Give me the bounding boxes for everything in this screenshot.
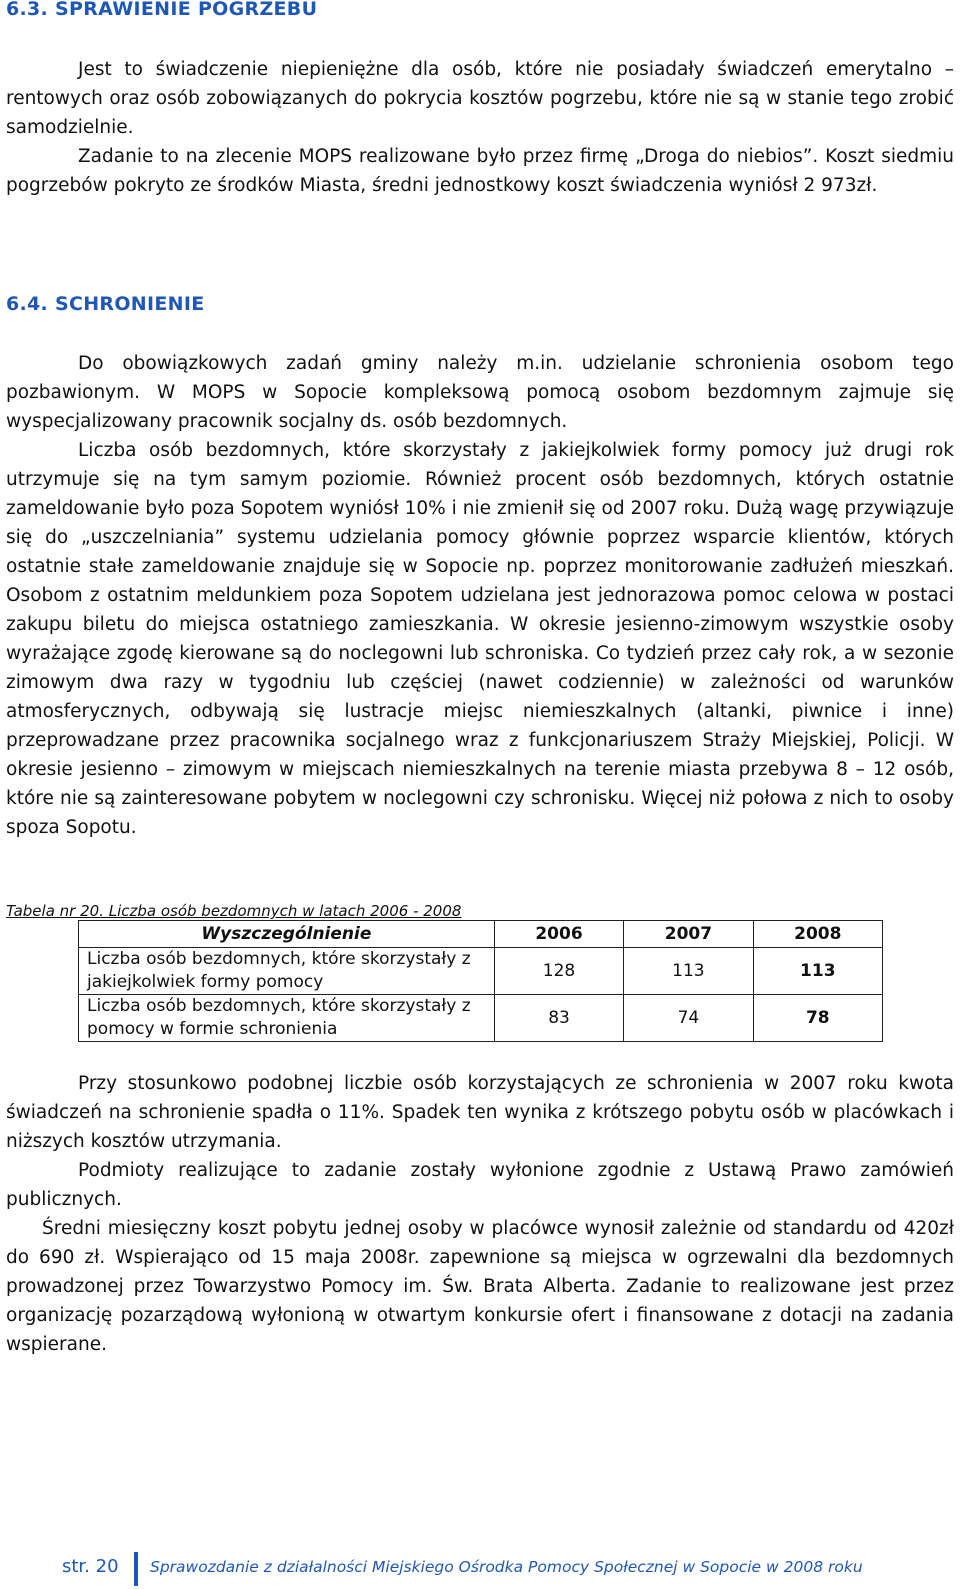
table-cell: 78 (753, 995, 882, 1042)
table-row (79, 948, 883, 995)
table-row-label: Liczba osób bezdomnych, które skorzystały z pomocy w formie schronienia (79, 995, 495, 1042)
paragraph-procurement: Podmioty realizujące to zadanie zostały wyłonione zgodnie z Ustawą Prawo zamówień publicznych. (6, 1160, 954, 1210)
table-cell: 113 (753, 948, 882, 995)
paragraph-monthly-cost: Średni miesięczny koszt pobytu jednej osoby w placówce wynosił zależnie od standardu od 420zł do 690 zł. Wspierająco od 15 maja 2008r. zapewnione są miejsca w ogrzewalni dla bezdomnych prowadzonej przez Towarzystwo Pomocy im. Św. Brata Alberta. Zadanie to realizowane jest przez organizację pozarządową wyłonioną w otwartym konkursie ofert i finansowane z dotacji na zadania wspierane. (6, 1218, 954, 1355)
table-cell: 74 (624, 995, 753, 1042)
footer-divider (134, 1552, 138, 1586)
table-header-2006: 2006 (494, 921, 623, 948)
paragraph-funeral-definition: Jest to świadczenie niepieniężne dla osób, które nie posiadały świadczeń emerytalno – rentowych oraz osób zobowiązanych do pokrycia kosztów pogrzebu, które nie są w stanie tego zrobić samodzielnie. (6, 59, 954, 138)
section-heading-funeral: 6.3. SPRAWIENIE POGRZEBU (6, 0, 318, 20)
table-header-item: Wyszczególnienie (79, 921, 495, 948)
section-heading-shelter: 6.4. SCHRONIENIE (6, 293, 205, 315)
table-caption: Tabela nr 20. Liczba osób bezdomnych w latach 2006 - 2008 (6, 902, 462, 920)
table-row-label: Liczba osób bezdomnych, które skorzystały z jakiejkolwiek formy pomocy (79, 948, 495, 995)
page-footer (0, 1552, 960, 1586)
page-number: str. 20 (62, 1556, 119, 1577)
paragraph-funeral-provider: Zadanie to na zlecenie MOPS realizowane było przez firmę „Droga do niebios”. Koszt siedmiu pogrzebów pokryto ze środków Miasta, średni jednostkowy koszt świadczenia wyniósł 2 973zł. (6, 146, 954, 196)
table-row (79, 995, 883, 1042)
table-header-2008: 2008 (753, 921, 882, 948)
table-cell: 113 (624, 948, 753, 995)
table-header-2007: 2007 (624, 921, 753, 948)
table-cell: 83 (494, 995, 623, 1042)
paragraph-shelter-duty: Do obowiązkowych zadań gminy należy m.in. udzielanie schronienia osobom tego pozbawionym. W MOPS w Sopocie kompleksową pomocą osobom bezdomnym zajmuje się wyspecjalizowany pracownik socjalny ds. osób bezdomnych. (6, 353, 954, 432)
footer-title: Sprawozdanie z działalności Miejskiego Ośrodka Pomocy Społecznej w Sopocie w 2008 roku (150, 1558, 863, 1576)
homeless-table (78, 920, 883, 1042)
table-cell: 128 (494, 948, 623, 995)
paragraph-shelter-costs: Przy stosunkowo podobnej liczbie osób korzystających ze schronienia w 2007 roku kwota świadczeń na schronienie spadła o 11%. Spadek ten wynika z krótszego pobytu osób w placówkach i niższych kosztów utrzymania. (6, 1073, 954, 1152)
paragraph-shelter-details: Liczba osób bezdomnych, które skorzystały z jakiejkolwiek formy pomocy już drugi rok utrzymuje się na tym samym poziomie. Również procent osób bezdomnych, których ostatnie zameldowanie było poza Sopotem wyniósł 10% i nie zmienił się od 2007 roku. Dużą wagę przywiązuje się do „uszczelniania” systemu udzielania pomocy głównie poprzez wsparcie klientów, których ostatnie stałe zameldowanie znajduje się w Sopocie np. poprzez monitorowanie zadłużeń mieszkań. Osobom z ostatnim meldunkiem poza Sopotem udzielana jest jednorazowa pomoc celowa w postaci zakupu biletu do miejsca ostatniego zamieszkania. W okresie jesienno-zimowym wszystkie osoby wyrażające zgodę kierowane są do noclegowni lub schroniska. Co tydzień przez cały rok, a w sezonie zimowym dwa razy w tygodniu lub częściej (nawet codziennie) w zależności od warunków atmosferycznych, odbywają się lustracje miejsc niemieszkalnych (altanki, piwnice i inne) przeprowadzane przez pracownika socjalnego wraz z funkcjonariuszem Straży Miejskiej, Policji. W okresie jesienno – zimowym w miejscach niemieszkalnych na terenie miasta przebywa 8 – 12 osób, które nie są zainteresowane pobytem w noclegowni czy schronisku. Więcej niż połowa z nich to osoby spoza Sopotu. (6, 440, 954, 838)
table-header-row (79, 921, 883, 948)
